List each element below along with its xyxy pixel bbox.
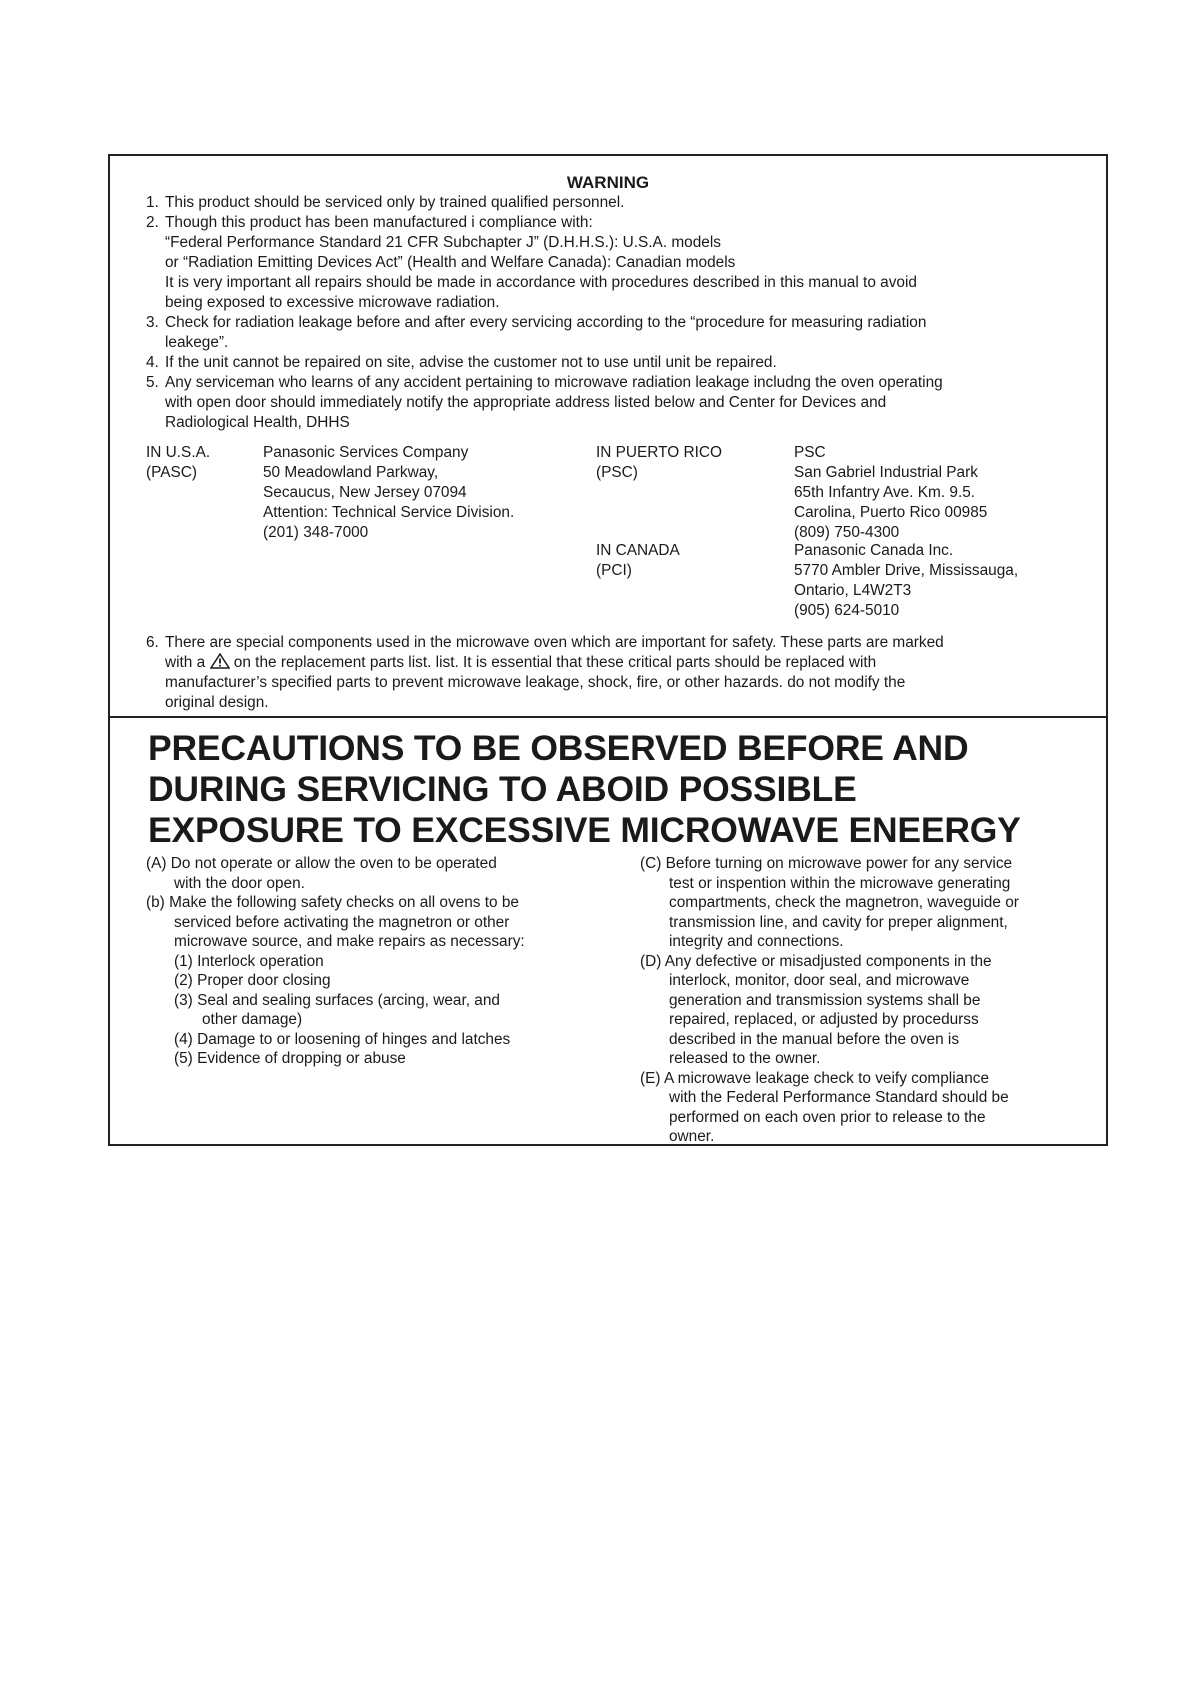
contact-usa-address: Panasonic Services Company 50 Meadowland Parkway, Secaucus, New Jersey 07094 Attention: Technical Service Division. (201) 348-7000 — [263, 444, 515, 541]
precautions-title-line: EXPOSURE TO EXCESSIVE MICROWAVE ENEERGY — [148, 810, 1021, 850]
precaution-subitem-3: (3) Seal and sealing surfaces (arcing, wear, and — [174, 991, 500, 1009]
precaution-text: released to the owner. — [669, 1050, 821, 1067]
item-text: “Federal Performance Standard 21 CFR Subchapter J” (D.H.H.S.): U.S.A. models — [165, 234, 721, 251]
item-text: manufacturer’s specified parts to prevent microwave leakage, shock, fire, or other hazards. do not modify the — [165, 674, 906, 691]
item-text: leakege”. — [165, 334, 229, 351]
precaution-subitem-2: (2) Proper door closing — [174, 972, 331, 989]
precaution-item-e: (E) A microwave leakage check to veify compliance — [640, 1069, 990, 1087]
precaution-text: owner. — [669, 1128, 715, 1145]
precaution-text: serviced before activating the magnetron or other — [174, 913, 510, 931]
precaution-text: microwave source, and make repairs as necessary: — [174, 933, 525, 950]
warning-title: WARNING — [566, 173, 650, 192]
precaution-text: performed on each oven prior to release to the — [669, 1108, 986, 1126]
item-text: with a — [165, 654, 206, 671]
precautions-title-line: PRECAUTIONS TO BE OBSERVED BEFORE AND — [148, 728, 969, 768]
precautions-left-column — [146, 854, 596, 1074]
item-text: Check for radiation leakage before and after every servicing according to the “procedure for measuring radiation — [165, 314, 927, 331]
item-text: If the unit cannot be repaired on site, advise the customer not to use until unit be repaired. — [165, 354, 777, 371]
precaution-text: transmission line, and cavity for preper alignment, — [669, 913, 1008, 931]
precaution-text: described in the manual before the oven is — [669, 1030, 960, 1048]
item-text: Any serviceman who learns of any accident pertaining to microwave radiation leakage includng the oven operating — [165, 374, 943, 391]
precaution-text: with the Federal Performance Standard should be — [669, 1089, 1009, 1106]
item-text: or “Radiation Emitting Devices Act” (Health and Welfare Canada): Canadian models — [165, 254, 736, 271]
precaution-item-b: (b) Make the following safety checks on all ovens to be — [146, 894, 519, 911]
warning-triangle-icon — [210, 653, 230, 669]
document-frame — [108, 154, 1108, 1146]
precaution-subitem-1: (1) Interlock operation — [174, 952, 324, 970]
precaution-text: compartments, check the magnetron, waveguide or — [669, 894, 1019, 911]
item-text: with open door should immediately notify the appropriate address listed below and Center for Devices and — [165, 394, 887, 411]
item-text: There are special components used in the microwave oven which are important for safety. These parts are marked — [165, 634, 944, 651]
precaution-item-d: (D) Any defective or misadjusted components in the — [640, 952, 992, 970]
item-text: Though this product has been manufactured i compliance with: — [165, 214, 593, 231]
item-number: 6. — [146, 634, 159, 651]
precaution-text: test or inspention within the microwave generating — [669, 874, 1011, 892]
item-text: This product should be serviced only by trained qualified personnel. — [165, 194, 625, 211]
item-text-with-icon — [165, 653, 876, 673]
item-number: 3. — [146, 314, 159, 331]
precaution-text: integrity and connections. — [669, 933, 844, 950]
precaution-item-c: (C) Before turning on microwave power for any service — [640, 855, 1013, 872]
precaution-text: repaired, replaced, or adjusted by procedurss — [669, 1011, 979, 1028]
warning-section — [110, 156, 1106, 718]
contact-puerto-rico-address: PSC San Gabriel Industrial Park 65th Infantry Ave. Km. 9.5. Carolina, Puerto Rico 00985 (809) 750-4300 — [794, 444, 988, 541]
contact-canada-label: IN CANADA (PCI) — [596, 542, 680, 579]
precaution-text: with the door open. — [174, 874, 305, 892]
item-text: Radiological Health, DHHS — [165, 414, 350, 431]
item-text: original design. — [165, 694, 269, 711]
item-number: 4. — [146, 354, 159, 371]
item-number: 5. — [146, 374, 159, 391]
contact-usa-label: IN U.S.A. (PASC) — [146, 444, 211, 481]
precaution-subitem-5: (5) Evidence of dropping or abuse — [174, 1050, 406, 1067]
precaution-item-a: (A) Do not operate or allow the oven to be operated — [146, 855, 497, 872]
precautions-title — [148, 728, 1021, 851]
item-text: being exposed to excessive microwave radiation. — [165, 294, 500, 311]
precaution-text: other damage) — [202, 1011, 303, 1028]
precaution-text: interlock, monitor, door seal, and microwave — [669, 972, 970, 989]
precaution-subitem-4: (4) Damage to or loosening of hinges and latches — [174, 1030, 511, 1048]
item-number: 2. — [146, 214, 159, 231]
item-text: on the replacement parts list. list. It is essential that these critical parts should be replaced with — [233, 654, 877, 671]
precautions-right-column — [640, 854, 1100, 1149]
precaution-text: generation and transmission systems shall be — [669, 991, 981, 1009]
contact-puerto-rico-label: IN PUERTO RICO (PSC) — [596, 444, 722, 481]
item-text: It is very important all repairs should be made in accordance with procedures described in this manual to avoid — [165, 274, 917, 291]
item-number: 1. — [146, 194, 159, 211]
contact-canada-address: Panasonic Canada Inc. 5770 Ambler Drive, Mississauga, Ontario, L4W2T3 (905) 624-5010 — [794, 542, 1019, 619]
precautions-title-line: DURING SERVICING TO ABOID POSSIBLE — [148, 769, 857, 809]
